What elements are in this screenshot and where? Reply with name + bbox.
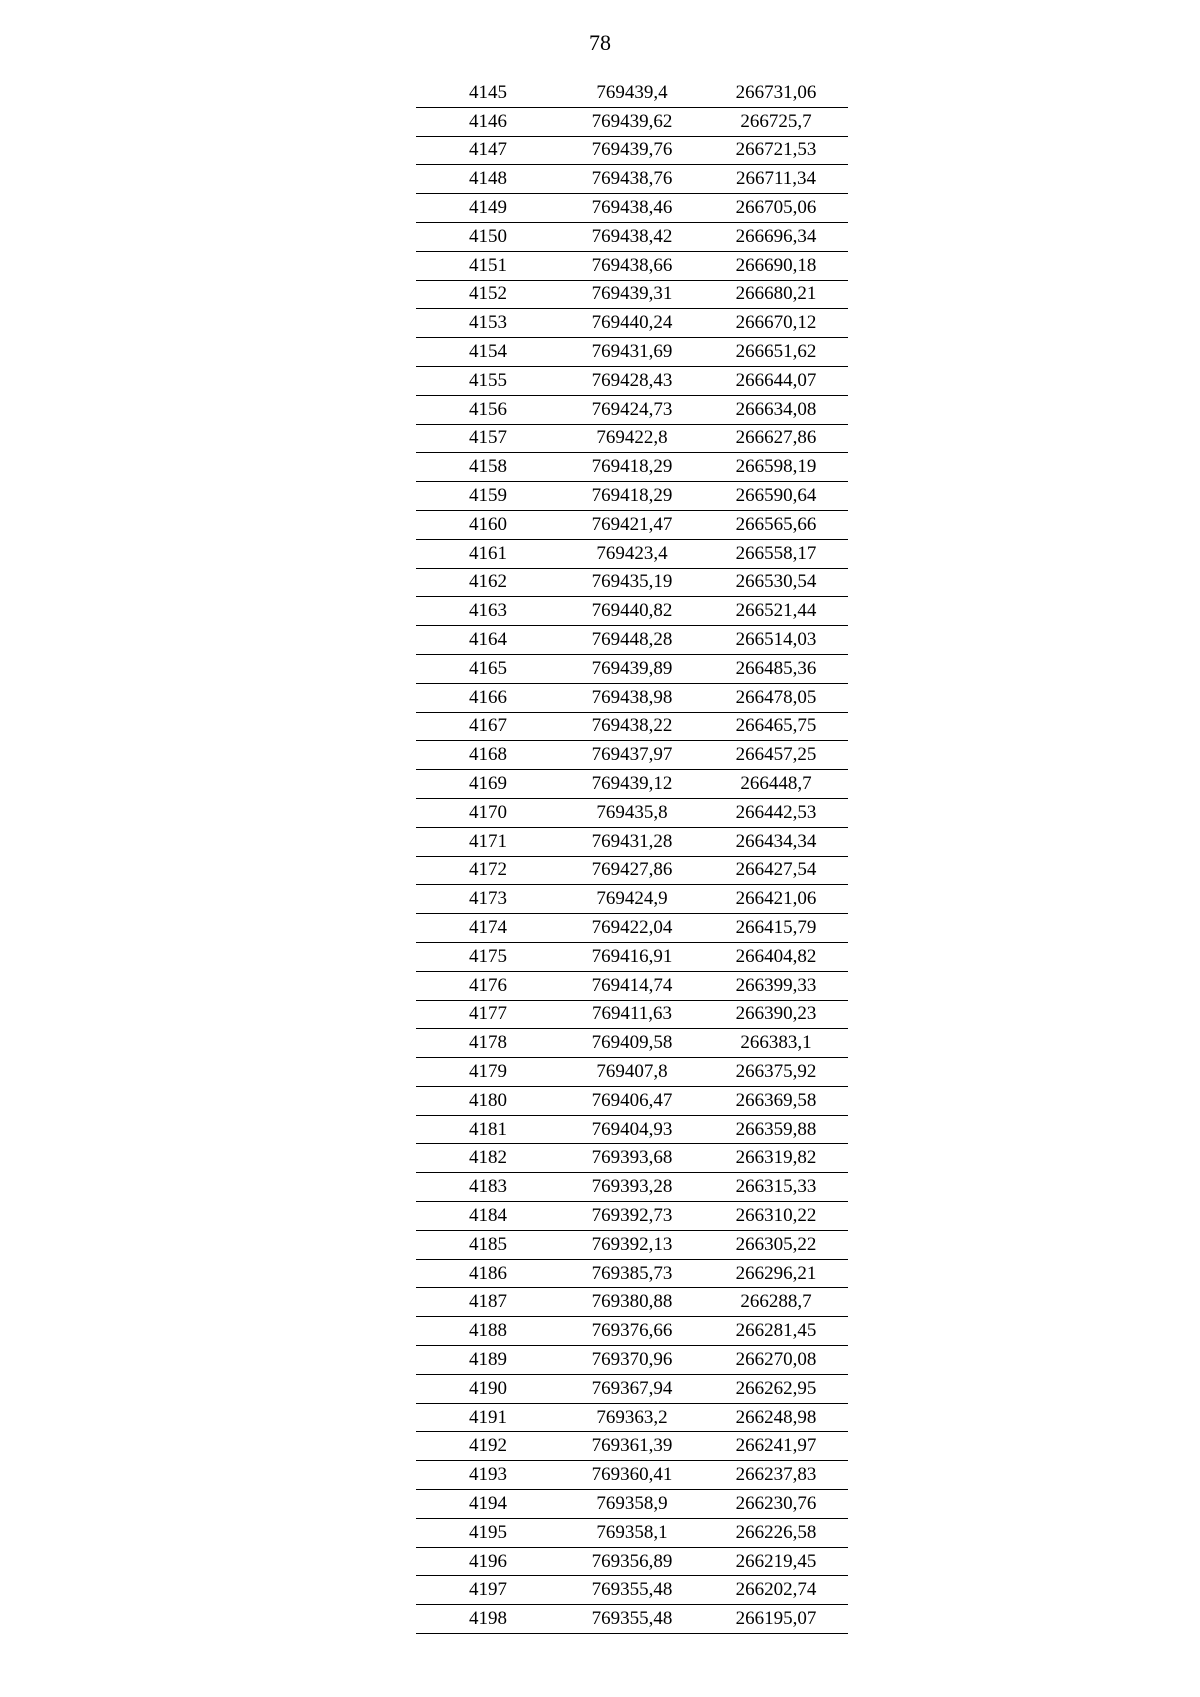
point-number-cell: 4194 bbox=[416, 1490, 560, 1519]
point-number-cell: 4193 bbox=[416, 1461, 560, 1490]
y-coordinate-cell: 266270,08 bbox=[704, 1346, 848, 1375]
x-coordinate-cell: 769409,58 bbox=[560, 1029, 704, 1058]
x-coordinate-cell: 769440,24 bbox=[560, 309, 704, 338]
x-coordinate-cell: 769418,29 bbox=[560, 453, 704, 482]
table-row bbox=[416, 338, 848, 367]
point-number-cell: 4160 bbox=[416, 510, 560, 539]
point-number-cell: 4169 bbox=[416, 770, 560, 799]
point-number-cell: 4155 bbox=[416, 366, 560, 395]
table-row bbox=[416, 79, 848, 107]
table-row bbox=[416, 914, 848, 943]
table-row bbox=[416, 568, 848, 597]
y-coordinate-cell: 266296,21 bbox=[704, 1259, 848, 1288]
x-coordinate-cell: 769355,48 bbox=[560, 1605, 704, 1634]
table-row bbox=[416, 741, 848, 770]
table-row bbox=[416, 1000, 848, 1029]
x-coordinate-cell: 769438,66 bbox=[560, 251, 704, 280]
point-number-cell: 4173 bbox=[416, 885, 560, 914]
table-row bbox=[416, 856, 848, 885]
point-number-cell: 4182 bbox=[416, 1144, 560, 1173]
page-number: 78 bbox=[589, 30, 611, 55]
point-number-cell: 4180 bbox=[416, 1086, 560, 1115]
x-coordinate-cell: 769439,4 bbox=[560, 79, 704, 107]
x-coordinate-cell: 769435,19 bbox=[560, 568, 704, 597]
table-row bbox=[416, 942, 848, 971]
table-row bbox=[416, 827, 848, 856]
point-number-cell: 4154 bbox=[416, 338, 560, 367]
x-coordinate-cell: 769370,96 bbox=[560, 1346, 704, 1375]
table-row bbox=[416, 395, 848, 424]
x-coordinate-cell: 769358,1 bbox=[560, 1518, 704, 1547]
y-coordinate-cell: 266226,58 bbox=[704, 1518, 848, 1547]
point-number-cell: 4145 bbox=[416, 79, 560, 107]
point-number-cell: 4159 bbox=[416, 482, 560, 511]
x-coordinate-cell: 769392,13 bbox=[560, 1230, 704, 1259]
point-number-cell: 4174 bbox=[416, 914, 560, 943]
table-row bbox=[416, 136, 848, 165]
point-number-cell: 4146 bbox=[416, 107, 560, 136]
point-number-cell: 4152 bbox=[416, 280, 560, 309]
y-coordinate-cell: 266565,66 bbox=[704, 510, 848, 539]
y-coordinate-cell: 266421,06 bbox=[704, 885, 848, 914]
point-number-cell: 4167 bbox=[416, 712, 560, 741]
y-coordinate-cell: 266434,34 bbox=[704, 827, 848, 856]
x-coordinate-cell: 769361,39 bbox=[560, 1432, 704, 1461]
y-coordinate-cell: 266195,07 bbox=[704, 1605, 848, 1634]
y-coordinate-cell: 266705,06 bbox=[704, 194, 848, 223]
y-coordinate-cell: 266359,88 bbox=[704, 1115, 848, 1144]
table-row bbox=[416, 280, 848, 309]
point-number-cell: 4147 bbox=[416, 136, 560, 165]
x-coordinate-cell: 769438,46 bbox=[560, 194, 704, 223]
y-coordinate-cell: 266442,53 bbox=[704, 798, 848, 827]
y-coordinate-cell: 266627,86 bbox=[704, 424, 848, 453]
y-coordinate-cell: 266670,12 bbox=[704, 309, 848, 338]
x-coordinate-cell: 769392,73 bbox=[560, 1202, 704, 1231]
point-number-cell: 4186 bbox=[416, 1259, 560, 1288]
x-coordinate-cell: 769416,91 bbox=[560, 942, 704, 971]
x-coordinate-cell: 769439,12 bbox=[560, 770, 704, 799]
y-coordinate-cell: 266485,36 bbox=[704, 654, 848, 683]
table-row bbox=[416, 683, 848, 712]
point-number-cell: 4161 bbox=[416, 539, 560, 568]
x-coordinate-cell: 769431,69 bbox=[560, 338, 704, 367]
point-number-cell: 4172 bbox=[416, 856, 560, 885]
x-coordinate-cell: 769355,48 bbox=[560, 1576, 704, 1605]
table-row bbox=[416, 770, 848, 799]
y-coordinate-cell: 266644,07 bbox=[704, 366, 848, 395]
x-coordinate-cell: 769438,98 bbox=[560, 683, 704, 712]
point-number-cell: 4171 bbox=[416, 827, 560, 856]
y-coordinate-cell: 266369,58 bbox=[704, 1086, 848, 1115]
table-row bbox=[416, 453, 848, 482]
point-number-cell: 4197 bbox=[416, 1576, 560, 1605]
point-number-cell: 4158 bbox=[416, 453, 560, 482]
table-row bbox=[416, 1432, 848, 1461]
table-row bbox=[416, 539, 848, 568]
x-coordinate-cell: 769380,88 bbox=[560, 1288, 704, 1317]
table-row bbox=[416, 1086, 848, 1115]
x-coordinate-cell: 769360,41 bbox=[560, 1461, 704, 1490]
x-coordinate-cell: 769422,04 bbox=[560, 914, 704, 943]
y-coordinate-cell: 266219,45 bbox=[704, 1547, 848, 1576]
y-coordinate-cell: 266404,82 bbox=[704, 942, 848, 971]
x-coordinate-cell: 769406,47 bbox=[560, 1086, 704, 1115]
x-coordinate-cell: 769439,31 bbox=[560, 280, 704, 309]
table-row bbox=[416, 712, 848, 741]
y-coordinate-cell: 266725,7 bbox=[704, 107, 848, 136]
y-coordinate-cell: 266319,82 bbox=[704, 1144, 848, 1173]
point-number-cell: 4175 bbox=[416, 942, 560, 971]
point-number-cell: 4148 bbox=[416, 165, 560, 194]
table-row bbox=[416, 885, 848, 914]
point-number-cell: 4157 bbox=[416, 424, 560, 453]
x-coordinate-cell: 769404,93 bbox=[560, 1115, 704, 1144]
x-coordinate-cell: 769448,28 bbox=[560, 626, 704, 655]
coordinate-table-body bbox=[416, 79, 848, 1634]
point-number-cell: 4189 bbox=[416, 1346, 560, 1375]
table-row bbox=[416, 654, 848, 683]
coordinate-table bbox=[416, 79, 848, 1634]
y-coordinate-cell: 266310,22 bbox=[704, 1202, 848, 1231]
table-row bbox=[416, 1374, 848, 1403]
table-row bbox=[416, 1230, 848, 1259]
y-coordinate-cell: 266721,53 bbox=[704, 136, 848, 165]
point-number-cell: 4198 bbox=[416, 1605, 560, 1634]
y-coordinate-cell: 266680,21 bbox=[704, 280, 848, 309]
x-coordinate-cell: 769424,9 bbox=[560, 885, 704, 914]
point-number-cell: 4165 bbox=[416, 654, 560, 683]
table-row bbox=[416, 251, 848, 280]
point-number-cell: 4156 bbox=[416, 395, 560, 424]
point-number-cell: 4170 bbox=[416, 798, 560, 827]
x-coordinate-cell: 769431,28 bbox=[560, 827, 704, 856]
table-row bbox=[416, 1547, 848, 1576]
point-number-cell: 4177 bbox=[416, 1000, 560, 1029]
point-number-cell: 4149 bbox=[416, 194, 560, 223]
x-coordinate-cell: 769414,74 bbox=[560, 971, 704, 1000]
y-coordinate-cell: 266651,62 bbox=[704, 338, 848, 367]
table-row bbox=[416, 1173, 848, 1202]
y-coordinate-cell: 266521,44 bbox=[704, 597, 848, 626]
x-coordinate-cell: 769439,76 bbox=[560, 136, 704, 165]
x-coordinate-cell: 769385,73 bbox=[560, 1259, 704, 1288]
y-coordinate-cell: 266696,34 bbox=[704, 222, 848, 251]
x-coordinate-cell: 769393,28 bbox=[560, 1173, 704, 1202]
x-coordinate-cell: 769428,43 bbox=[560, 366, 704, 395]
x-coordinate-cell: 769422,8 bbox=[560, 424, 704, 453]
table-row bbox=[416, 597, 848, 626]
table-row bbox=[416, 798, 848, 827]
point-number-cell: 4184 bbox=[416, 1202, 560, 1231]
y-coordinate-cell: 266315,33 bbox=[704, 1173, 848, 1202]
y-coordinate-cell: 266530,54 bbox=[704, 568, 848, 597]
y-coordinate-cell: 266731,06 bbox=[704, 79, 848, 107]
table-row bbox=[416, 1144, 848, 1173]
table-row bbox=[416, 971, 848, 1000]
table-row bbox=[416, 1490, 848, 1519]
point-number-cell: 4163 bbox=[416, 597, 560, 626]
x-coordinate-cell: 769411,63 bbox=[560, 1000, 704, 1029]
point-number-cell: 4185 bbox=[416, 1230, 560, 1259]
table-row bbox=[416, 1403, 848, 1432]
y-coordinate-cell: 266598,19 bbox=[704, 453, 848, 482]
point-number-cell: 4181 bbox=[416, 1115, 560, 1144]
y-coordinate-cell: 266514,03 bbox=[704, 626, 848, 655]
point-number-cell: 4162 bbox=[416, 568, 560, 597]
table-row bbox=[416, 626, 848, 655]
table-row bbox=[416, 1029, 848, 1058]
table-row bbox=[416, 1346, 848, 1375]
y-coordinate-cell: 266558,17 bbox=[704, 539, 848, 568]
table-row bbox=[416, 1576, 848, 1605]
point-number-cell: 4164 bbox=[416, 626, 560, 655]
x-coordinate-cell: 769440,82 bbox=[560, 597, 704, 626]
table-row bbox=[416, 1202, 848, 1231]
y-coordinate-cell: 266690,18 bbox=[704, 251, 848, 280]
table-row bbox=[416, 165, 848, 194]
x-coordinate-cell: 769358,9 bbox=[560, 1490, 704, 1519]
x-coordinate-cell: 769435,8 bbox=[560, 798, 704, 827]
table-row bbox=[416, 222, 848, 251]
x-coordinate-cell: 769423,4 bbox=[560, 539, 704, 568]
table-row bbox=[416, 1259, 848, 1288]
y-coordinate-cell: 266248,98 bbox=[704, 1403, 848, 1432]
point-number-cell: 4188 bbox=[416, 1317, 560, 1346]
point-number-cell: 4166 bbox=[416, 683, 560, 712]
point-number-cell: 4196 bbox=[416, 1547, 560, 1576]
point-number-cell: 4187 bbox=[416, 1288, 560, 1317]
x-coordinate-cell: 769437,97 bbox=[560, 741, 704, 770]
x-coordinate-cell: 769439,89 bbox=[560, 654, 704, 683]
point-number-cell: 4183 bbox=[416, 1173, 560, 1202]
table-row bbox=[416, 1288, 848, 1317]
x-coordinate-cell: 769421,47 bbox=[560, 510, 704, 539]
table-row bbox=[416, 366, 848, 395]
x-coordinate-cell: 769393,68 bbox=[560, 1144, 704, 1173]
y-coordinate-cell: 266202,74 bbox=[704, 1576, 848, 1605]
y-coordinate-cell: 266427,54 bbox=[704, 856, 848, 885]
y-coordinate-cell: 266305,22 bbox=[704, 1230, 848, 1259]
y-coordinate-cell: 266288,7 bbox=[704, 1288, 848, 1317]
point-number-cell: 4195 bbox=[416, 1518, 560, 1547]
y-coordinate-cell: 266634,08 bbox=[704, 395, 848, 424]
point-number-cell: 4150 bbox=[416, 222, 560, 251]
y-coordinate-cell: 266457,25 bbox=[704, 741, 848, 770]
point-number-cell: 4190 bbox=[416, 1374, 560, 1403]
table-row bbox=[416, 1518, 848, 1547]
x-coordinate-cell: 769356,89 bbox=[560, 1547, 704, 1576]
table-row bbox=[416, 309, 848, 338]
point-number-cell: 4191 bbox=[416, 1403, 560, 1432]
y-coordinate-cell: 266399,33 bbox=[704, 971, 848, 1000]
table-row bbox=[416, 194, 848, 223]
table-row bbox=[416, 1605, 848, 1634]
point-number-cell: 4151 bbox=[416, 251, 560, 280]
x-coordinate-cell: 769438,76 bbox=[560, 165, 704, 194]
y-coordinate-cell: 266375,92 bbox=[704, 1058, 848, 1087]
y-coordinate-cell: 266478,05 bbox=[704, 683, 848, 712]
x-coordinate-cell: 769367,94 bbox=[560, 1374, 704, 1403]
point-number-cell: 4192 bbox=[416, 1432, 560, 1461]
table-row bbox=[416, 482, 848, 511]
x-coordinate-cell: 769424,73 bbox=[560, 395, 704, 424]
point-number-cell: 4168 bbox=[416, 741, 560, 770]
x-coordinate-cell: 769439,62 bbox=[560, 107, 704, 136]
y-coordinate-cell: 266590,64 bbox=[704, 482, 848, 511]
y-coordinate-cell: 266241,97 bbox=[704, 1432, 848, 1461]
table-row bbox=[416, 1115, 848, 1144]
y-coordinate-cell: 266262,95 bbox=[704, 1374, 848, 1403]
point-number-cell: 4153 bbox=[416, 309, 560, 338]
y-coordinate-cell: 266237,83 bbox=[704, 1461, 848, 1490]
table-row bbox=[416, 1317, 848, 1346]
point-number-cell: 4176 bbox=[416, 971, 560, 1000]
y-coordinate-cell: 266390,23 bbox=[704, 1000, 848, 1029]
y-coordinate-cell: 266448,7 bbox=[704, 770, 848, 799]
x-coordinate-cell: 769438,22 bbox=[560, 712, 704, 741]
x-coordinate-cell: 769418,29 bbox=[560, 482, 704, 511]
table-row bbox=[416, 510, 848, 539]
x-coordinate-cell: 769363,2 bbox=[560, 1403, 704, 1432]
table-row bbox=[416, 424, 848, 453]
table-row bbox=[416, 1058, 848, 1087]
point-number-cell: 4178 bbox=[416, 1029, 560, 1058]
table-row bbox=[416, 1461, 848, 1490]
y-coordinate-cell: 266383,1 bbox=[704, 1029, 848, 1058]
x-coordinate-cell: 769376,66 bbox=[560, 1317, 704, 1346]
y-coordinate-cell: 266230,76 bbox=[704, 1490, 848, 1519]
point-number-cell: 4179 bbox=[416, 1058, 560, 1087]
table-row bbox=[416, 107, 848, 136]
y-coordinate-cell: 266281,45 bbox=[704, 1317, 848, 1346]
y-coordinate-cell: 266465,75 bbox=[704, 712, 848, 741]
x-coordinate-cell: 769438,42 bbox=[560, 222, 704, 251]
x-coordinate-cell: 769407,8 bbox=[560, 1058, 704, 1087]
y-coordinate-cell: 266415,79 bbox=[704, 914, 848, 943]
y-coordinate-cell: 266711,34 bbox=[704, 165, 848, 194]
x-coordinate-cell: 769427,86 bbox=[560, 856, 704, 885]
